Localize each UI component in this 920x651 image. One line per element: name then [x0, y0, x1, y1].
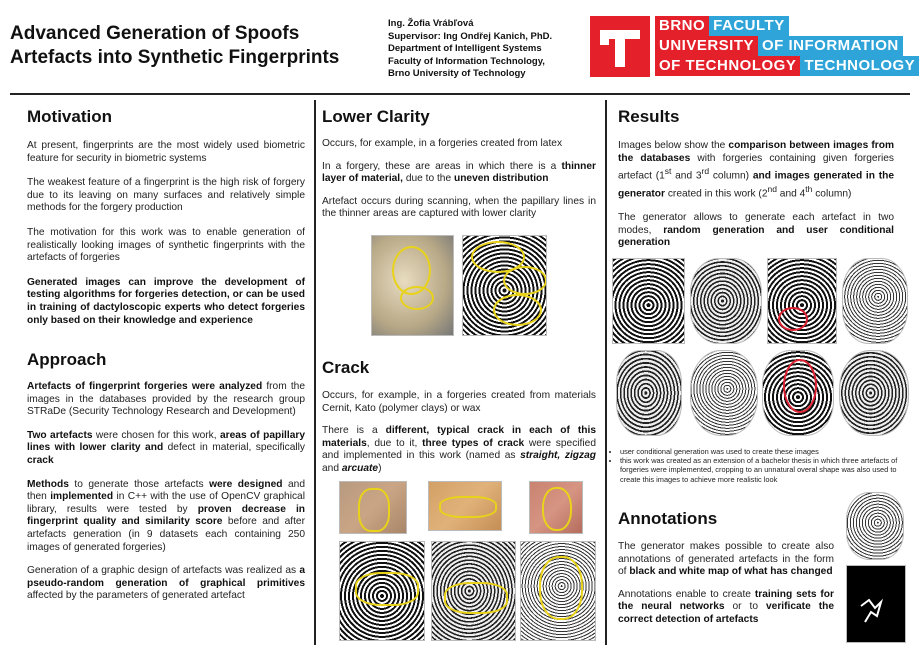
crack-outline [539, 556, 583, 620]
crack-section [322, 358, 596, 476]
wax-crack-image [529, 481, 583, 534]
logo-university: UNIVERSITY [655, 36, 758, 56]
crack-outline [783, 359, 817, 413]
annotations-p1-a: The generator makes possible to create also annotations of generated artefacts in the form of [618, 541, 834, 578]
crack-p2-c: were specified and implemented in this work (named as [322, 437, 596, 462]
results-p2-bold: random generation and user conditional generation [618, 224, 894, 249]
approach-p1-rest: from the images in the databases provided by the research group STRaDe (Security Technology Research and Development) [27, 381, 305, 418]
crack-p2-italic2: arcuate [341, 462, 379, 474]
annotations-p2-bold2: verificate the correct detection of artefacts [618, 601, 834, 625]
crack-outline [542, 487, 572, 531]
annotations-p2 [618, 589, 834, 627]
approach-section [27, 350, 305, 603]
annotations-section [618, 509, 834, 627]
results-sup3: nd [767, 184, 777, 195]
lower-clarity-p1: Occurs, for example, in a forgeries created from latex [322, 138, 563, 149]
crack-heading: Crack [322, 358, 370, 377]
approach-p1 [27, 381, 305, 419]
results-p1-a: Images below show the [618, 140, 729, 151]
arcuate-crack-fingerprint [520, 541, 596, 641]
annotations-p2-bold1: training sets for the neural networks [618, 588, 834, 613]
motivation-p3: The motivation for this work was to enable generation of realistically looking images of synthetic fingerprints with the artefacts of forgeries [27, 226, 305, 264]
cernit-crack-image [339, 481, 407, 534]
motivation-p4: Generated images can improve the development of testing algorithms for forgeries detection, or can be used in training of dactyloscopic experts who detect forgeries only based on their knowledge and experience [27, 276, 305, 326]
supervisor: Supervisor: Ing Ondřej Kanich, PhD. [388, 30, 553, 42]
latex-forgery-image [371, 235, 454, 336]
motivation-p1: At present, fingerprints are the most widely used biometric feature for security in biometric systems [27, 140, 305, 164]
approach-p3 [27, 479, 305, 555]
crack-p2-a: There is a [322, 425, 386, 437]
lc-p2-a: In a forgery, these are areas in which there is a [322, 160, 562, 172]
approach-p4-bold: a pseudo-random generation of graphical primitives [27, 565, 305, 589]
lower-clarity-outline [503, 266, 547, 295]
annotations-p2-b: or to [724, 601, 766, 613]
database-lower-clarity-image-2 [616, 350, 682, 436]
column-divider-2 [605, 100, 607, 645]
department: Department of Intelligent Systems [388, 43, 542, 55]
generated-crack-image [842, 258, 908, 344]
crack-outline [778, 307, 808, 331]
results-p1 [618, 140, 894, 201]
approach-p3-c: in C++ with the use of OpenCV graphical library, results were tested by [27, 491, 305, 515]
title-line-1: Advanced Generation of Spoofs [10, 23, 300, 44]
results-p1-g: column) [812, 188, 852, 200]
results-note-2: • this work was created as an extension of a bachelor thesis in which three artefacts of forgeries were implemented, cropping to an unnatural overal shape was also used to create this images to achieve more realistic look [620, 456, 910, 484]
motivation-p2: The weakest feature of a fingerprint is the high risk of forgery due to its leaving on many surfaces and relatively simple methods for the forgery production [27, 177, 305, 214]
lower-clarity-section [322, 107, 596, 221]
crack-p2-d: and [322, 462, 342, 474]
kato-crack-image [428, 481, 502, 531]
title-line-2: Artefacts into Synthetic Fingerprints [10, 47, 340, 68]
crack-outline [439, 496, 497, 518]
annotations-heading: Annotations [618, 509, 718, 528]
results-note-1: • user conditional generation was used to create these images [620, 447, 910, 456]
crack-p1: Occurs, for example, in a forgeries created from materials Cernit, Kato (polymer clays) or wax [322, 390, 596, 414]
logo-of-information: OF INFORMATION [758, 36, 903, 56]
crack-outline [444, 582, 508, 614]
approach-p2-rest: defect in material, specifically [167, 442, 305, 454]
author-name: Ing. Žofia Vrábľová [388, 18, 474, 29]
university: Brno University of Technology [388, 68, 526, 80]
approach-p3-bold3: implemented [50, 491, 114, 503]
author-block [388, 18, 588, 81]
lower-clarity-heading: Lower Clarity [322, 107, 430, 126]
poster-title [10, 22, 382, 70]
results-sup4: th [805, 184, 813, 195]
results-notes [610, 447, 910, 484]
results-section [618, 107, 894, 250]
approach-p2-bold2: areas of papillary lines with lower clarity [27, 429, 305, 454]
approach-p2-mid: were chosen for this work, [92, 429, 221, 441]
column-divider-1 [314, 100, 316, 645]
approach-heading: Approach [27, 350, 107, 369]
approach-p3-b: and then [27, 478, 305, 503]
logo-technology: TECHNOLOGY [800, 56, 919, 76]
approach-p2 [27, 430, 305, 468]
annotated-fingerprint-image [846, 492, 904, 560]
approach-p4-a: Generation of a graphic design of artefacts was realized as [27, 565, 300, 577]
crack-outline [355, 572, 419, 606]
crack-p2-bold2: three types of crack [422, 437, 525, 449]
approach-p3-bold1: Methods [27, 478, 69, 490]
database-crack-image-2 [762, 350, 834, 436]
approach-p4 [27, 565, 305, 603]
crack-p2-b: , due to it, [366, 437, 423, 449]
university-t-logo-icon [590, 16, 650, 77]
zigzag-crack-fingerprint [431, 541, 516, 641]
lower-clarity-outline [400, 286, 434, 310]
motivation-heading: Motivation [27, 107, 112, 126]
results-heading: Results [618, 107, 680, 126]
results-p1-f: and 4 [776, 188, 806, 200]
results-p1-c: and 3 [671, 170, 702, 182]
logo-brno: BRNO [655, 16, 709, 36]
approach-p2-mid2: and [140, 442, 168, 454]
generated-lower-clarity-image [690, 258, 762, 344]
results-p2 [618, 212, 894, 250]
annotation-map-image [846, 565, 906, 643]
lower-clarity-p2 [322, 161, 596, 186]
approach-p4-b: affected by the parameters of generated artefact [27, 590, 245, 602]
crack-p2 [322, 425, 596, 475]
lc-p2-b: due to the [402, 173, 454, 185]
results-p1-e: created in this work (2 [665, 188, 768, 200]
crack-p2-bold1: different, typical crack in each of this materials [322, 425, 596, 449]
results-p1-bold1: comparison between images from the databases [618, 140, 894, 164]
generated-crack-image-2 [839, 350, 909, 436]
annotations-p2-a: Annotations enable to create [618, 588, 755, 600]
logo-faculty: FACULTY [709, 16, 789, 36]
lower-clarity-outline [493, 294, 542, 326]
approach-p3-bold2: were designed [209, 478, 283, 490]
results-sup1: st [664, 166, 672, 177]
logo-of-technology: OF TECHNOLOGY [655, 56, 800, 76]
straight-crack-fingerprint [339, 541, 425, 641]
database-crack-image [767, 258, 837, 344]
lower-clarity-fingerprint-image [462, 235, 547, 336]
crack-outline [358, 488, 390, 532]
motivation-section [27, 107, 305, 327]
header-divider [10, 93, 910, 95]
approach-p2-bold3: crack [27, 454, 54, 466]
crack-p2-italic1: straight, zigzag [520, 450, 596, 462]
approach-p3-bold4: proven decrease in fingerprint quality and similarity score [27, 503, 305, 528]
approach-p3-d: before and after artefacts generation (in 9 datasets each containing 250 images of generated forgeries) [27, 516, 305, 553]
results-p2-a: The generator allows to generate each artefact in two modes, [618, 212, 894, 236]
database-lower-clarity-image [612, 258, 685, 344]
annotations-p1-bold: black and white map of what has changed [629, 566, 833, 578]
generated-lower-clarity-image-2 [690, 350, 758, 436]
approach-p2-bold1: Two artefacts [27, 429, 93, 441]
annotations-p1 [618, 541, 834, 579]
approach-p1-bold: Artefacts of fingerprint forgeries were analyzed [27, 381, 263, 392]
university-logo-text [655, 16, 915, 76]
crack-p2-e: ) [378, 462, 382, 474]
lc-p2-bold1: thinner layer of material, [322, 160, 596, 185]
lc-p2-bold2: uneven distribution [453, 173, 549, 185]
faculty: Faculty of Information Technology, [388, 55, 545, 67]
results-p1-d: column) [709, 170, 753, 182]
lower-clarity-p3: Artefact occurs during scanning, when the papillary lines in the thinner areas are captured with lower clarity [322, 195, 596, 220]
results-sup2: rd [701, 166, 710, 177]
results-p1-bold2: and images generated in the generator [618, 170, 894, 200]
approach-p3-a: to generate those artefacts [68, 478, 210, 490]
results-p1-b: with forgeries containing given forgeries artefact (1 [618, 152, 894, 182]
